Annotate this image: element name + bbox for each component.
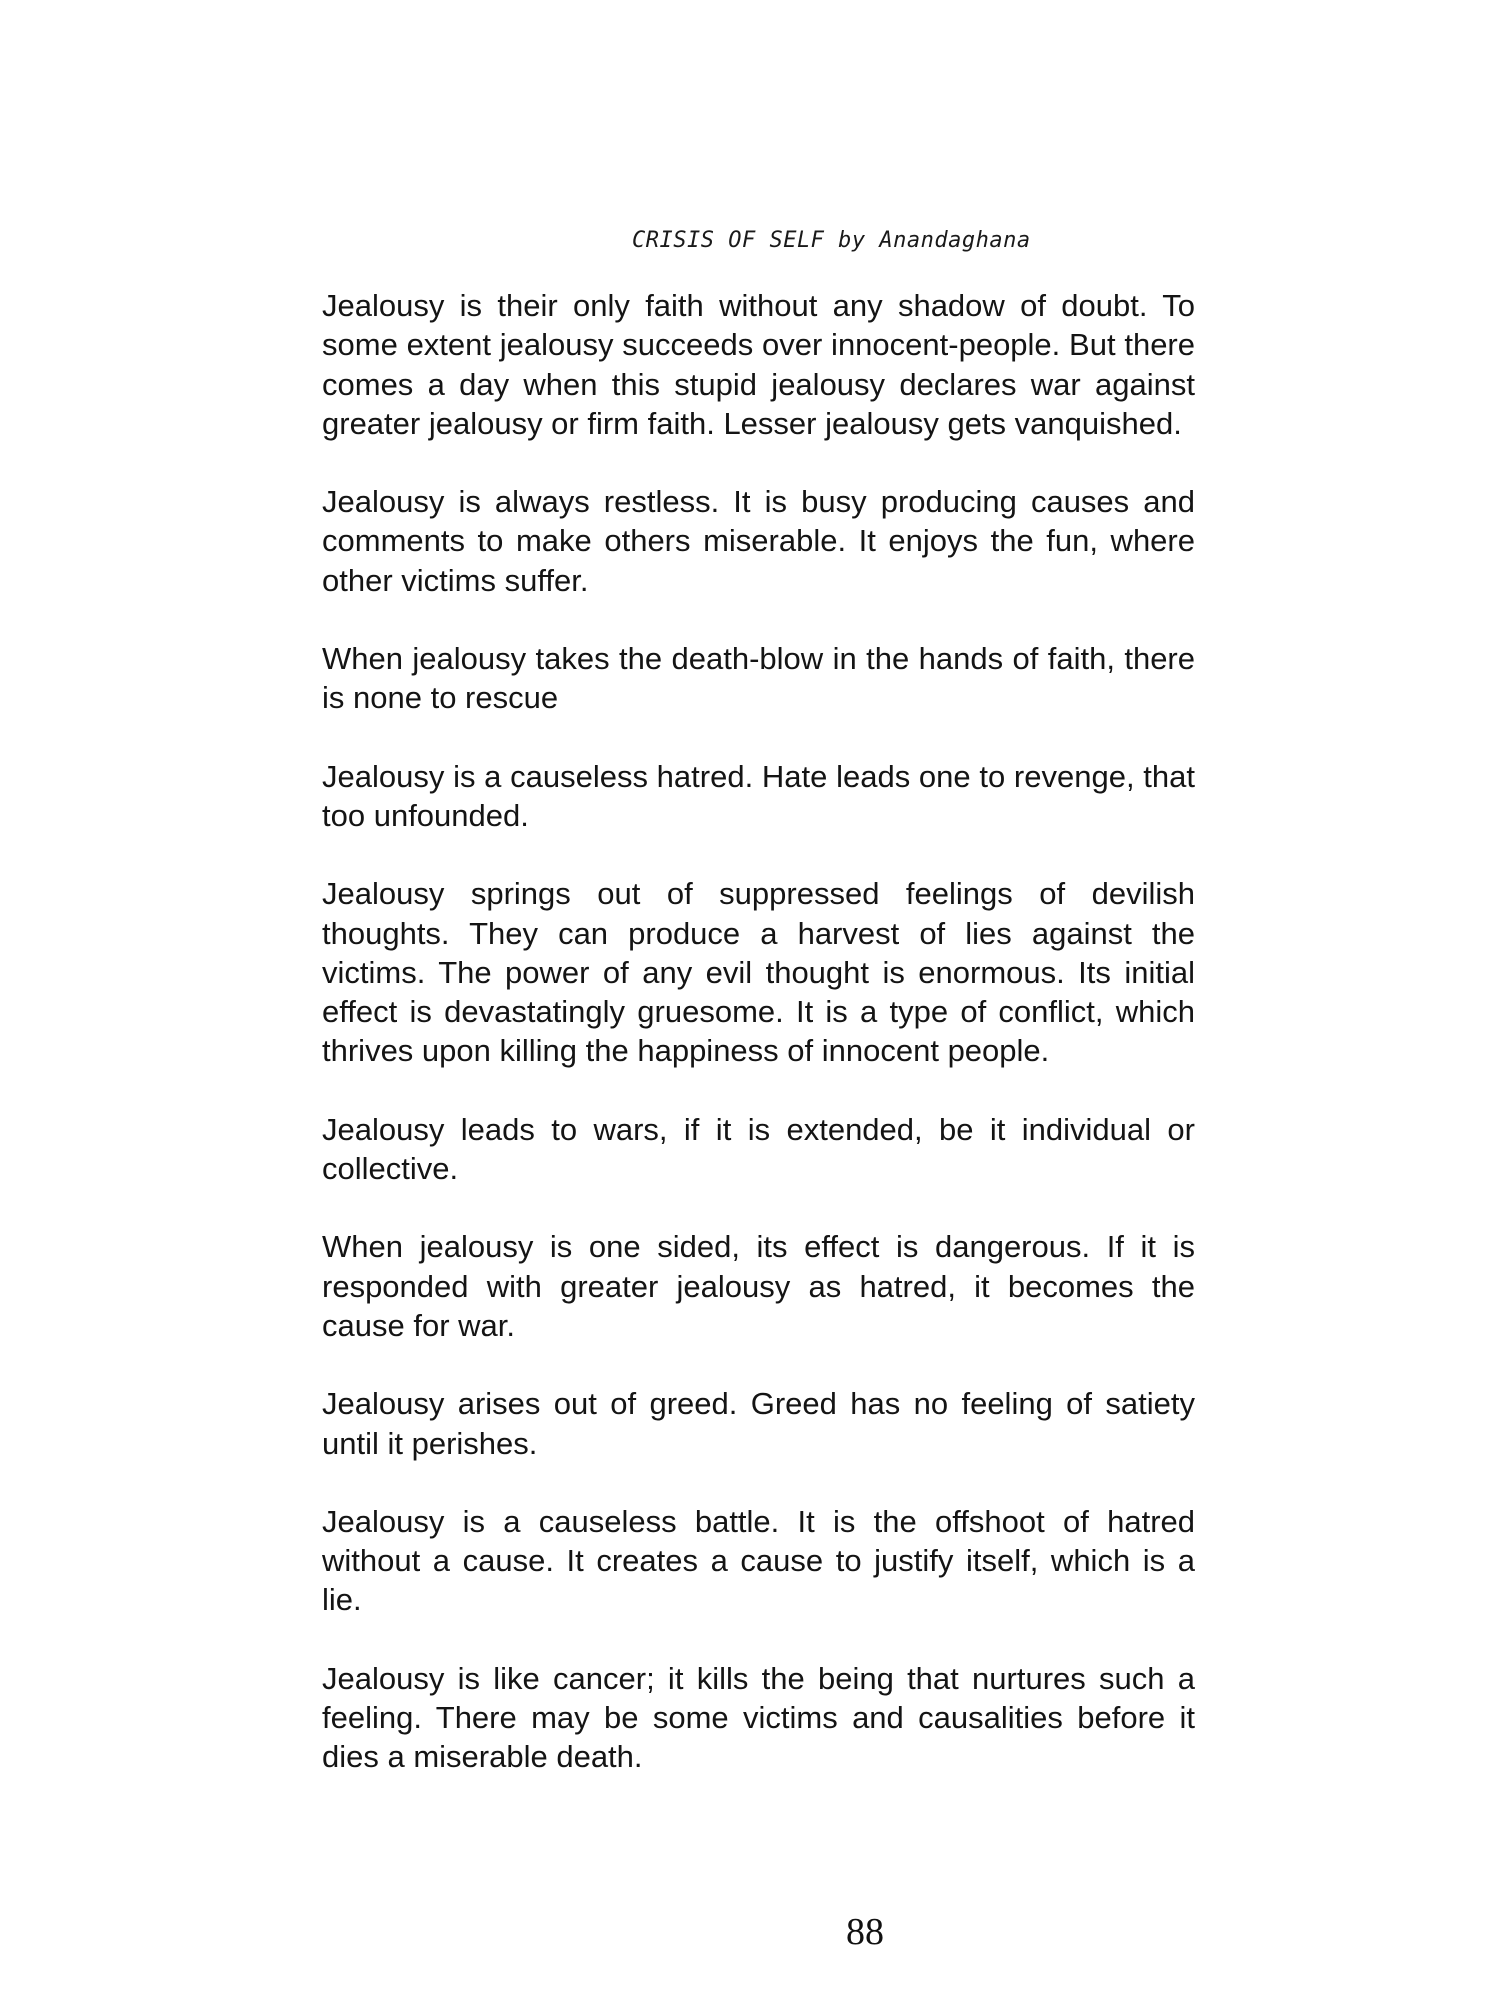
paragraph-4: Jealousy is a causeless hatred. Hate leads one to revenge, that too unfounded.: [322, 758, 1195, 833]
paragraph-3: When jealousy takes the death-blow in the hands of faith, there is none to rescue: [322, 641, 1195, 716]
paragraph-6: Jealousy leads to wars, if it is extended, be it individual or collective.: [322, 1111, 1195, 1187]
paragraph-10: Jealousy is like cancer; it kills the being that nurtures such a feeling. There may be some victims and causalities before it dies a miserable death.: [322, 1660, 1195, 1775]
paragraph-2: Jealousy is always restless. It is busy producing causes and comments to make others miserable. It enjoys the fun, where other victims suffer.: [322, 484, 1195, 598]
paragraph-1: Jealousy is their only faith without any shadow of doubt. To some extent jealousy succeeds over innocent-people. But there comes a day when this stupid jealousy declares war against greater jealousy or firm faith. Lesser jealousy gets vanquished.: [322, 288, 1195, 441]
paragraph-5: Jealousy springs out of suppressed feelings of devilish thoughts. They can produce a harvest of lies against the victims. The power of any evil thought is enormous. Its initial effect is devastatingly gruesome. It is a type of conflict, which thrives upon killing the happiness of innocent people.: [322, 876, 1195, 1069]
running-header: CRISIS OF SELF by Anandaghana: [632, 228, 1031, 253]
page-number: 88: [846, 1911, 884, 1953]
page-body: [322, 286, 1195, 1816]
paragraph-7: When jealousy is one sided, its effect is dangerous. If it is responded with greater jealousy as hatred, it becomes the cause for war.: [322, 1229, 1195, 1343]
paragraph-9: Jealousy is a causeless battle. It is the offshoot of hatred without a cause. It creates a cause to justify itself, which is a lie.: [322, 1503, 1195, 1618]
paragraph-8: Jealousy arises out of greed. Greed has no feeling of satiety until it perishes.: [322, 1386, 1195, 1461]
